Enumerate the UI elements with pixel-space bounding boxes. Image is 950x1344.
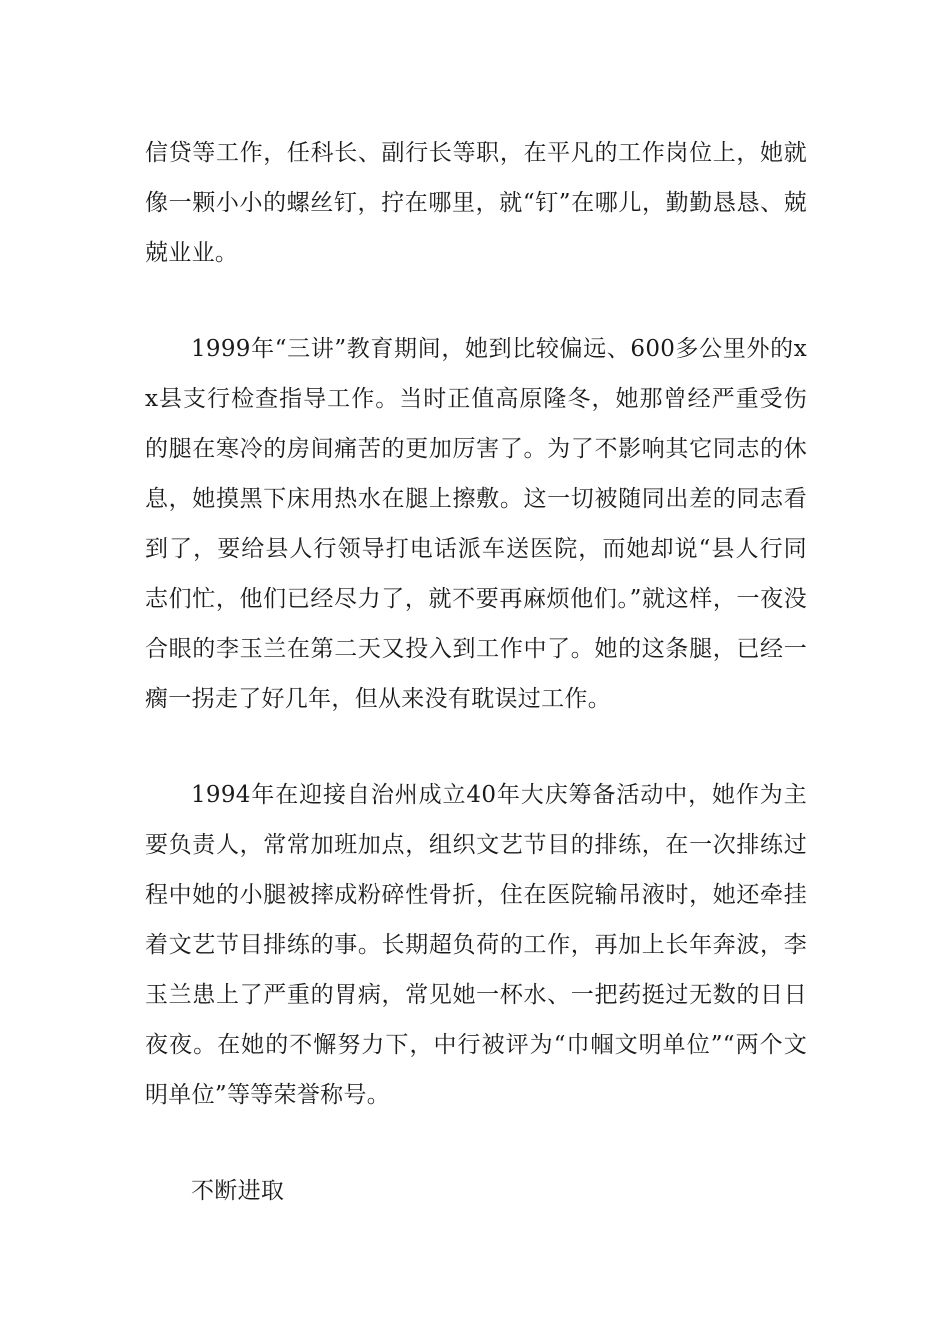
- paragraph-1999: 1999年“三讲”教育期间，她到比较偏远、600多公里外的xx县支行检查指导工作。当时正值高原隆冬，她那曾经严重受伤的腿在寒冷的房间痛苦的更加厉害了。为了不影响其它同志的休息，她摸黑下床用热水在腿上擦敷。这一切被随同出差的同志看到了，要给县人行领导打电话派车送医院，而她却说“县人行同志们忙，他们已经尽力了，就不要再麻烦他们。”就这样，一夜没合眼的李玉兰在第二天又投入到工作中了。她的这条腿，已经一瘸一拐走了好几年，但从来没有耽误过工作。: [145, 336, 807, 712]
- paragraph-1994: 1994年在迎接自治州成立40年大庆筹备活动中，她作为主要负责人，常常加班加点，组织文艺节目的排练，在一次排练过程中她的小腿被摔成粉碎性骨折，住在医院输吊液时，她还牵挂着文艺节目排练的事。长期超负荷的工作，再加上长年奔波，李玉兰患上了严重的胃病，常见她一杯水、一把药挺过无数的日日夜夜。在她的不懈努力下，中行被评为“巾帼文明单位”“两个文明单位”等等荣誉称号。: [145, 782, 807, 1108]
- document-body: [145, 128, 807, 1216]
- section-heading: 不断进取: [191, 1178, 285, 1204]
- paragraph-continuation: 信贷等工作，任科长、副行长等职，在平凡的工作岗位上，她就像一颗小小的螺丝钉，拧在哪里，就“钉”在哪儿，勤勤恳恳、兢兢业业。: [145, 140, 807, 266]
